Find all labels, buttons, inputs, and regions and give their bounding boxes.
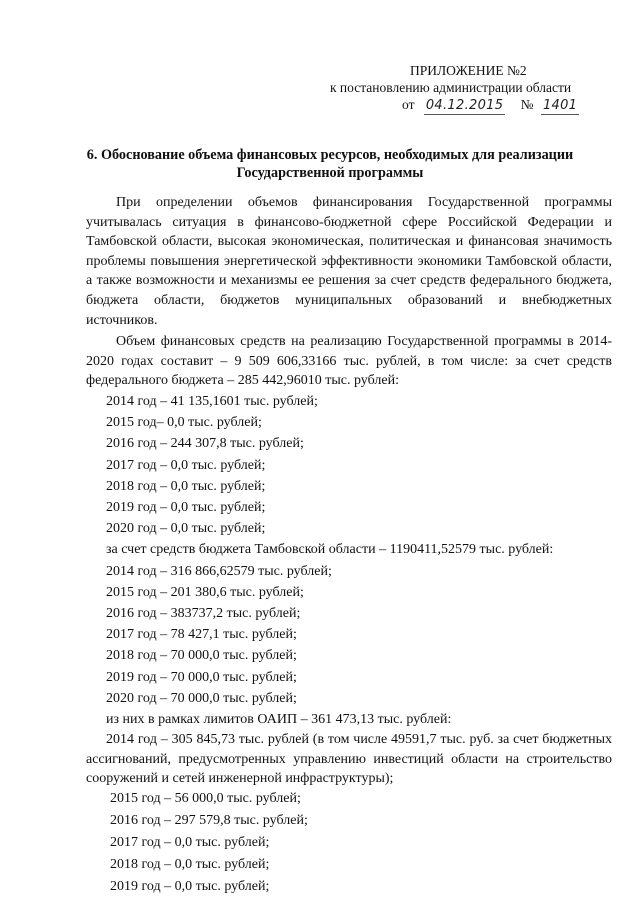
handwritten-number: 1401 <box>542 98 578 113</box>
paragraph-intro: При определении объемов финансирования Государственной программы учитывалась ситуация в финансово-бюджетной сфере Российской Федерации и Тамбовской области, высокая экономическая, политическая и финансовая значимость проблемы повышения энергетической эффективности экономики Тамбовской области, а также возможности и механизмы ее решения за счет средств федерального бюджета, бюджета области, бюджетов муниципальных образований и внебюджетных источников. <box>86 195 612 328</box>
appendix-date-line <box>330 96 610 115</box>
section-heading: 6. Обоснование объема финансовых ресурсов, необходимых для реализации Государственной программы <box>86 147 574 181</box>
federal-item: 2018 год – 0,0 тыс. рублей; <box>106 478 266 494</box>
regional-item: 2017 год – 78 427,1 тыс. рублей; <box>106 627 297 643</box>
handwritten-date: 04.12.2015 <box>425 98 504 113</box>
oaip-item: 2015 год – 56 000,0 тыс. рублей; <box>110 791 301 807</box>
regional-items-list <box>86 561 612 709</box>
oaip-2014-note: 2014 год – 305 845,73 тыс. рублей (в том числе 49591,7 тыс. руб. за счет бюджетных ассигнований, предусмотренных управлению инвестиций области на строительство сооружений и сетей инженерной инфраструктуры); <box>86 732 612 786</box>
federal-item: 2017 год – 0,0 тыс. рублей; <box>106 457 266 473</box>
appendix-header <box>330 62 610 115</box>
document-body <box>86 193 612 897</box>
regional-heading: за счет средств бюджета Тамбовской области – 1190411,52579 тыс. рублей: <box>106 542 554 558</box>
oaip-items-list <box>86 788 612 897</box>
regional-item: 2020 год – 70 000,0 тыс. рублей; <box>106 690 297 706</box>
federal-item: 2015 год– 0,0 тыс. рублей; <box>106 415 262 431</box>
regional-item: 2015 год – 201 380,6 тыс. рублей; <box>106 584 304 600</box>
federal-item: 2016 год – 244 307,8 тыс. рублей; <box>106 436 304 452</box>
date-prefix: от <box>402 97 415 112</box>
appendix-title: ПРИЛОЖЕНИЕ №2 <box>410 63 527 78</box>
oaip-item: 2016 год – 297 579,8 тыс. рублей; <box>110 813 308 829</box>
federal-item: 2014 год – 41 135,1601 тыс. рублей; <box>106 393 318 409</box>
federal-item: 2020 год – 0,0 тыс. рублей; <box>106 521 266 537</box>
oaip-item: 2017 год – 0,0 тыс. рублей; <box>110 835 270 850</box>
oaip-heading: из них в рамках лимитов ОАИП – 361 473,13 тыс. рублей: <box>106 711 452 727</box>
paragraph-total: Объем финансовых средств на реализацию Государственной программы в 2014-2020 годах составит – 9 509 606,33166 тыс. рублей, в том числе: за счет средств федерального бюджета – 285 442,96010 тыс. рублей: <box>86 334 612 389</box>
federal-item: 2019 год – 0,0 тыс. рублей; <box>106 499 266 515</box>
oaip-item: 2019 год – 0,0 тыс. рублей; <box>110 878 270 894</box>
oaip-item: 2018 год – 0,0 тыс. рублей; <box>110 856 270 872</box>
appendix-subtitle: к постановлению администрации области <box>330 80 572 95</box>
federal-items-list <box>86 391 612 539</box>
number-prefix: № <box>520 97 534 112</box>
regional-item: 2018 год – 70 000,0 тыс. рублей; <box>106 648 297 664</box>
regional-item: 2014 год – 316 866,62579 тыс. рублей; <box>106 563 332 579</box>
regional-item: 2016 год – 383737,2 тыс. рублей; <box>106 605 301 621</box>
regional-item: 2019 год – 70 000,0 тыс. рублей; <box>106 669 297 685</box>
